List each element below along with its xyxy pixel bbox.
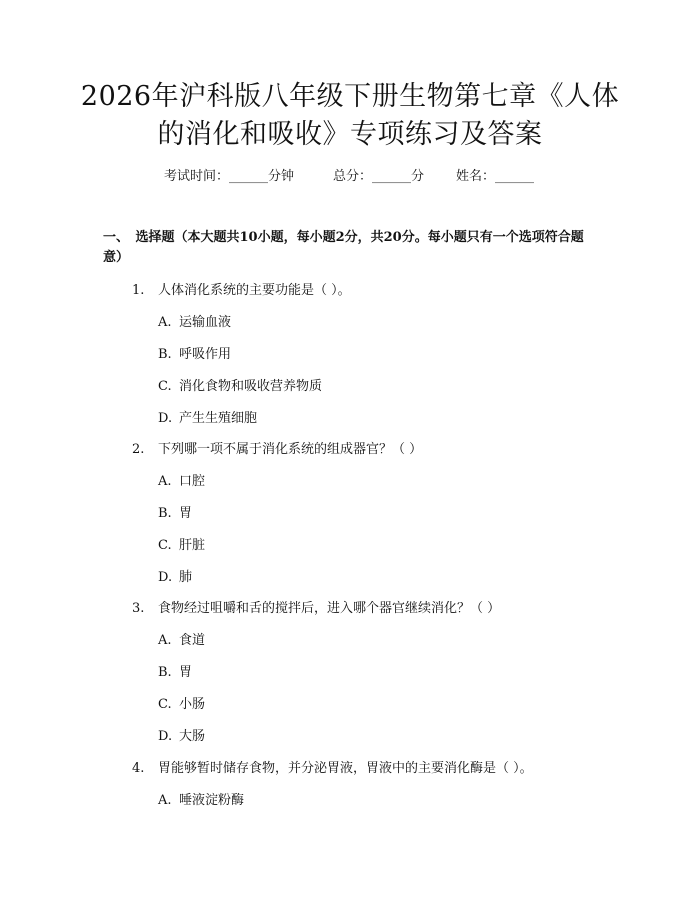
option-text: 产生生殖细胞 [179, 411, 258, 426]
question-number: 1. [132, 283, 145, 298]
option-text: 口腔 [179, 474, 206, 489]
option-text: 运输血液 [179, 315, 232, 330]
option-3a [158, 632, 205, 650]
option-3b [158, 664, 192, 682]
option-1a [158, 314, 231, 332]
option-text: 肺 [179, 570, 193, 585]
option-1c [158, 378, 322, 396]
option-letter: A. [158, 793, 172, 808]
question-3 [132, 600, 500, 618]
option-2d [158, 569, 192, 587]
option-text: 胃 [179, 506, 193, 521]
option-text: 小肠 [179, 697, 206, 712]
option-letter: B. [158, 665, 172, 680]
option-text: 消化食物和吸收营养物质 [179, 379, 323, 394]
option-2c [158, 537, 205, 555]
title-line-1: 2026年沪科版八年级下册生物第七章《人体 [80, 81, 620, 112]
option-letter: A. [158, 315, 172, 330]
option-letter: D. [158, 570, 173, 585]
student-name-field: 姓名：______ [456, 169, 535, 184]
option-text: 大肠 [179, 729, 206, 744]
option-text: 食道 [179, 633, 206, 648]
question-text: 胃能够暂时储存食物，并分泌胃液，胃液中的主要消化酶是（ ）。 [158, 761, 533, 776]
option-2a [158, 473, 205, 491]
option-3d [158, 728, 205, 746]
option-letter: C. [158, 697, 172, 712]
option-text: 肝脏 [179, 538, 206, 553]
option-1b [158, 346, 231, 364]
option-letter: B. [158, 506, 172, 521]
option-text: 唾液淀粉酶 [179, 793, 245, 808]
question-1 [132, 282, 351, 300]
question-text: 食物经过咀嚼和舌的搅拌后，进入哪个器官继续消化？（ ） [158, 601, 501, 616]
exam-time-field: 考试时间：______分钟 [164, 169, 295, 184]
question-number: 4. [132, 761, 145, 776]
question-2 [132, 441, 422, 459]
option-1d [158, 410, 257, 428]
question-text: 下列哪一项不属于消化系统的组成器官？（ ） [158, 442, 423, 457]
option-text: 胃 [179, 665, 193, 680]
question-number: 3. [132, 601, 145, 616]
option-4a [158, 792, 244, 810]
option-text: 呼吸作用 [179, 347, 232, 362]
option-letter: A. [158, 474, 172, 489]
option-letter: D. [158, 411, 173, 426]
section-header: 一、 选择题（本大题共10小题，每小题2分，共20分。每小题只有一个选项符合题意） [103, 230, 584, 265]
question-4 [132, 760, 533, 778]
option-2b [158, 505, 192, 523]
page-title [60, 78, 640, 154]
option-letter: D. [158, 729, 173, 744]
title-line-2: 的消化和吸收》专项练习及答案 [157, 119, 543, 150]
option-letter: C. [158, 379, 172, 394]
question-text: 人体消化系统的主要功能是（ ）。 [158, 283, 351, 298]
total-score-field: 总分：______分 [333, 169, 425, 184]
option-letter: A. [158, 633, 172, 648]
option-letter: C. [158, 538, 172, 553]
option-letter: B. [158, 347, 172, 362]
option-3c [158, 696, 205, 714]
question-number: 2. [132, 442, 145, 457]
